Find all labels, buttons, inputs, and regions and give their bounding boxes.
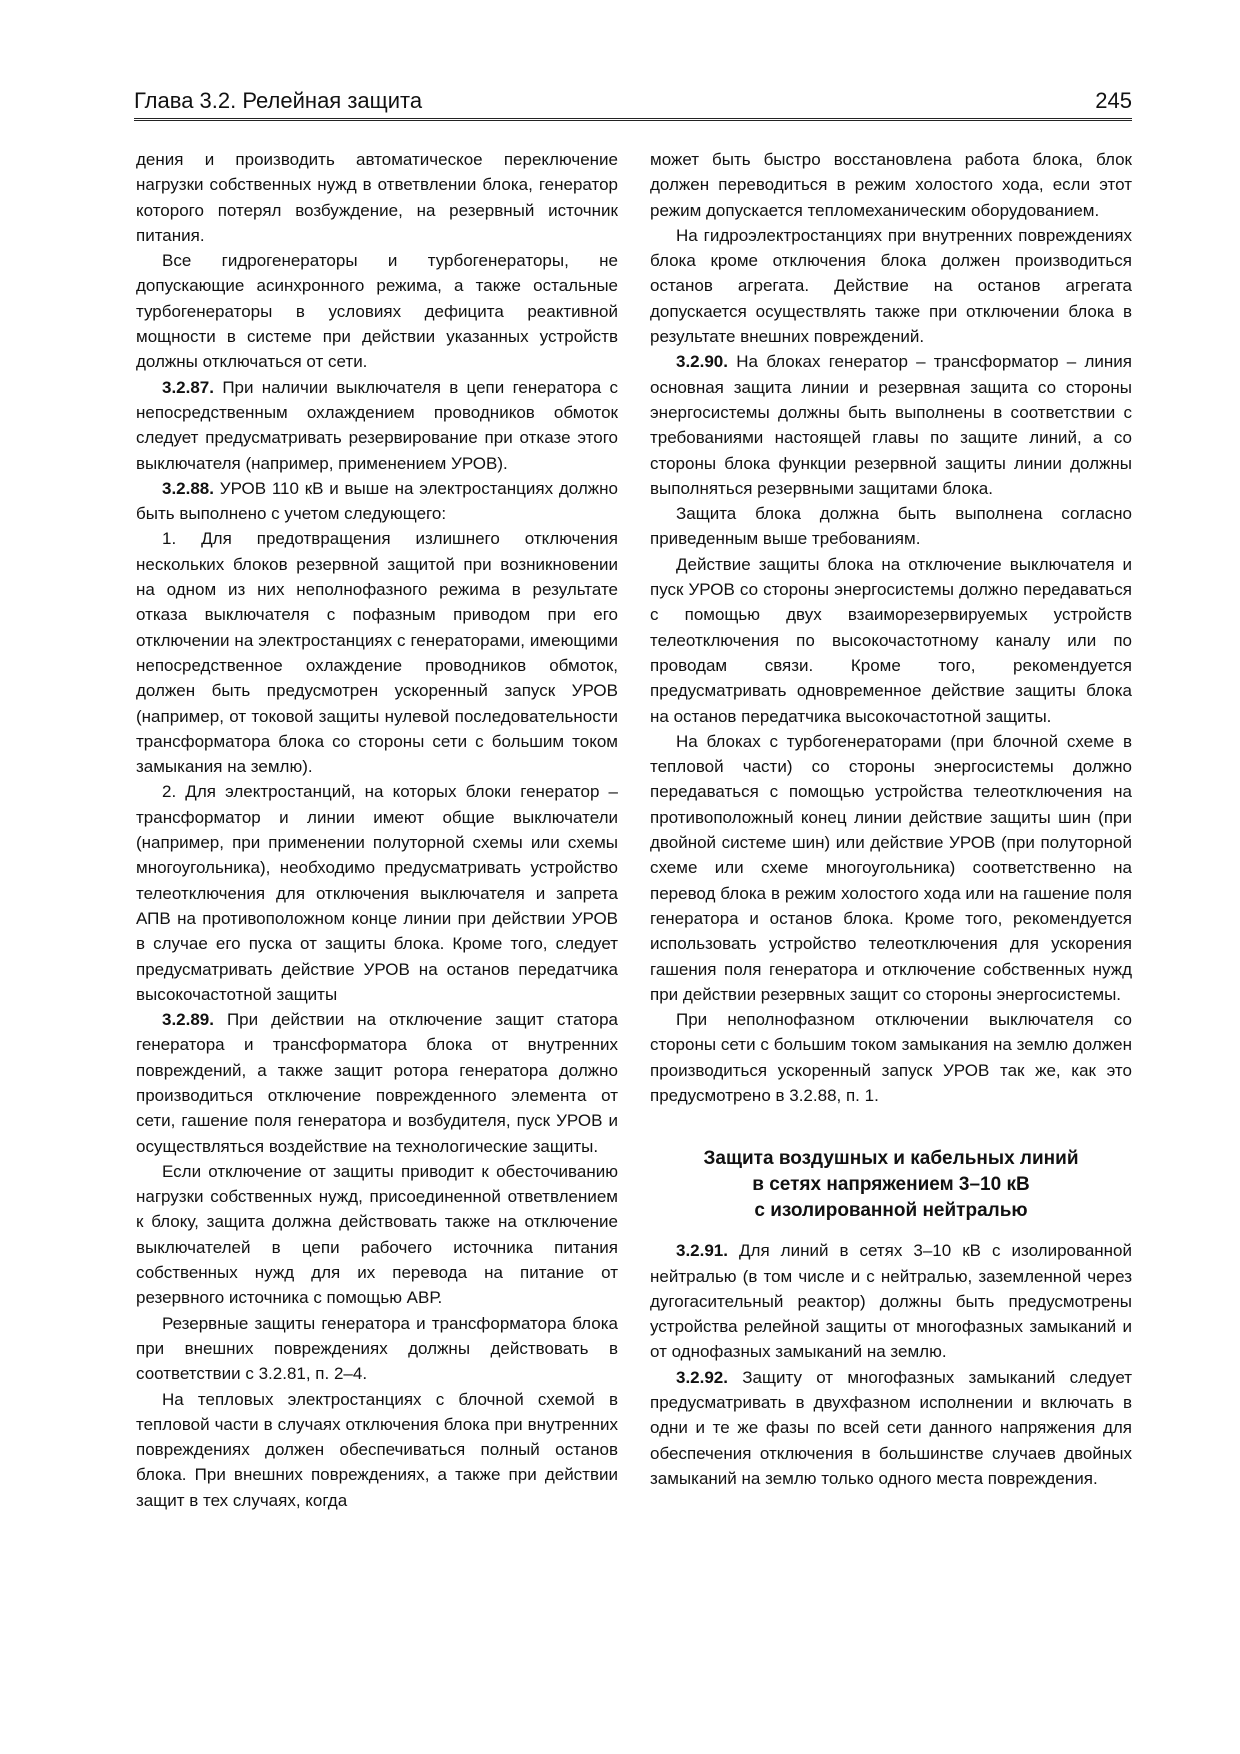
paragraph xyxy=(136,1311,618,1387)
right-column xyxy=(650,147,1132,1491)
paragraph-text: При действии на отключение защит статора генератора и трансформатора блока от внутренних повреждений, а также защит ротора генератора должно производиться отключение поврежденного элемента от сети, гашение поля генератора и возбудителя, пуск УРОВ и осуществляться воздействие на технологические защиты. xyxy=(136,1010,618,1156)
paragraph-text: Защиту от многофазных замыканий следует предусматривать в двухфазном исполнении и включать в одни и те же фазы по всей сети данного напряжения для обеспечения отключения в большинстве случаев двойных замыканий на землю только одного места повреждения. xyxy=(650,1367,1132,1488)
paragraph xyxy=(650,1007,1132,1108)
paragraph-text: Резервные защиты генератора и трансформатора блока при внешних повреждениях должны действовать в соответствии с 3.2.81, п. 2–4. xyxy=(136,1313,618,1384)
chapter-title: Глава 3.2. Релейная защита xyxy=(134,88,423,113)
paragraph xyxy=(650,552,1132,729)
paragraph xyxy=(650,349,1132,501)
clause-number: 3.2.88. xyxy=(162,478,214,498)
paragraph xyxy=(136,147,618,248)
paragraph-text: На блоках генератор – трансформатор – линия основная защита линии и резервная защита со стороны энергосистемы должны быть выполнены в соответствии с требованиями настоящей главы по защите линий, а со стороны блока функции резервной защиты линии должны выполняться резервными защитами блока. xyxy=(650,352,1132,498)
paragraph-text: Защита блока должна быть выполнена согласно приведенным выше требованиям. xyxy=(650,504,1132,549)
paragraph xyxy=(650,147,1132,223)
paragraph-text: При неполнофазном отключении выключателя со стороны сети с большим током замыкания на землю должен производиться ускоренный запуск УРОВ так же, как это предусмотрено в 3.2.88, п. 1. xyxy=(650,1010,1132,1105)
right-column-top xyxy=(650,147,1132,1108)
clause-number: 3.2.89. xyxy=(162,1010,214,1030)
paragraph-text: При наличии выключателя в цепи генератора с непосредственным охлаждением проводников обмоток следует предусматривать резервирование при отказе этого выключателя (например, применением УРОВ). xyxy=(136,377,618,473)
clause-number: 3.2.87. xyxy=(162,377,214,397)
paragraph-text: На тепловых электростанциях с блочной схемой в тепловой части в случаях отключения блока при внутренних повреждениях должен обеспечиваться полный останов блока. При внешних повреждениях, а также при действии защит в тех случаях, когда xyxy=(136,1389,618,1510)
paragraph-text: может быть быстро восстановлена работа блока, блок должен переводиться в режим холостого хода, если этот режим допускается тепломеханическим оборудованием. xyxy=(650,150,1132,220)
paragraph xyxy=(650,223,1132,349)
clause-number: 3.2.92. xyxy=(676,1367,728,1387)
paragraph-text: 2. Для электростанций, на которых блоки генератор – трансформатор и линии имеют общие выключатели (например, при применении полуторной схемы или схемы многоугольника), необходимо предусматривать устройство телеотключения для отключения выключателя и запрета АПВ на противоположном конце линии при действии УРОВ в случае его пуска от защиты блока. Кроме того, следует предусматривать действие УРОВ на останов передатчика высокочастотной защиты xyxy=(136,782,618,1004)
paragraph xyxy=(136,779,618,1007)
paragraph-text: Для линий в сетях 3–10 кВ с изолированной нейтралью (в том числе и с нейтралью, заземленной через дугогасительный реактор) должны быть предусмотрены устройства релейной защиты от многофазных замыканий и от однофазных замыканий на землю. xyxy=(650,1241,1133,1362)
paragraph xyxy=(650,729,1132,1007)
paragraph xyxy=(650,501,1132,552)
section-heading-line: в сетях напряжением 3–10 кВ xyxy=(752,1174,1030,1196)
right-column-bottom xyxy=(650,1238,1132,1491)
paragraph-text: Действие защиты блока на отключение выключателя и пуск УРОВ со стороны энергосистемы должно передаваться с помощью двух взаиморезервируемых устройств телеотключения по высокочастотному каналу или по проводам связи. Кроме того, рекомендуется предусматривать одновременное действие защиты блока на останов передатчика высокочастотной защиты. xyxy=(650,554,1132,726)
paragraph-text: На блоках с турбогенераторами (при блочной схеме в тепловой части) со стороны энергосистемы должно передаваться с помощью устройства телеотключения на противоположный конец линии действие защиты шин (при двойной системе шин) или действие УРОВ (при полуторной схеме или схеме многоугольника) соответственно на перевод блока в режим холостого хода или на гашение поля генератора и останов блока. Кроме того, рекомендуется использовать устройство телеотключения для ускорения гашения поля генератора и отключение собственных нужд при действии резервных защит со стороны энергосистемы. xyxy=(650,731,1132,1004)
paragraph xyxy=(136,1007,618,1159)
paragraph xyxy=(136,1159,618,1311)
page-number: 245 xyxy=(1095,88,1132,113)
paragraph xyxy=(136,526,618,779)
paragraph xyxy=(136,476,618,527)
paragraph-text: Все гидрогенераторы и турбогенераторы, не допускающие асинхронного режима, а также остальные турбогенераторы в условиях дефицита реактивной мощности в системе при действии указанных устройств должны отключаться от сети. xyxy=(136,251,618,372)
section-heading xyxy=(650,1146,1132,1224)
paragraph xyxy=(650,1238,1132,1364)
paragraph-text: На гидроэлектростанциях при внутренних повреждениях блока кроме отключения блока должен производиться останов агрегата. Действие на останов агрегата допускается осуществлять также при отключении блока в результате внешних повреждений. xyxy=(650,225,1132,347)
paragraph xyxy=(650,1365,1132,1491)
clause-number: 3.2.91. xyxy=(676,1241,728,1261)
paragraph xyxy=(136,248,618,374)
clause-number: 3.2.90. xyxy=(676,352,728,372)
paragraph xyxy=(136,1387,618,1513)
section-heading-line: Защита воздушных и кабельных линий xyxy=(703,1148,1079,1170)
paragraph-text: 1. Для предотвращения излишнего отключения нескольких блоков резервной защитой при возникновении на одном из них неполнофазного режима в результате отказа выключателя с пофазным приводом при его отключении на электростанциях с генераторами, имеющими непосредственное охлаждение проводников обмоток, должен быть предусмотрен ускоренный запуск УРОВ (например, от токовой защиты нулевой последовательности трансформатора блока со стороны сети с большим током замыкания на землю). xyxy=(136,529,618,777)
paragraph-text: УРОВ 110 кВ и выше на электростанциях должно быть выполнено с учетом следующего: xyxy=(136,478,618,524)
running-header xyxy=(134,84,1132,121)
left-column xyxy=(136,147,618,1513)
section-heading-line: с изолированной нейтралью xyxy=(754,1200,1028,1222)
paragraph-text: дения и производить автоматическое переключение нагрузки собственных нужд в ответвлении блока, генератор которого потерял возбуждение, на резервный источник питания. xyxy=(136,150,618,245)
paragraph-text: Если отключение от защиты приводит к обесточиванию нагрузки собственных нужд, присоединенной ответвлением к блоку, защита должна действовать также на отключение выключателей в цепи рабочего источника питания собственных нужд для их перевода на питание от резервного источника с помощью АВР. xyxy=(136,1161,618,1308)
paragraph xyxy=(136,375,618,476)
